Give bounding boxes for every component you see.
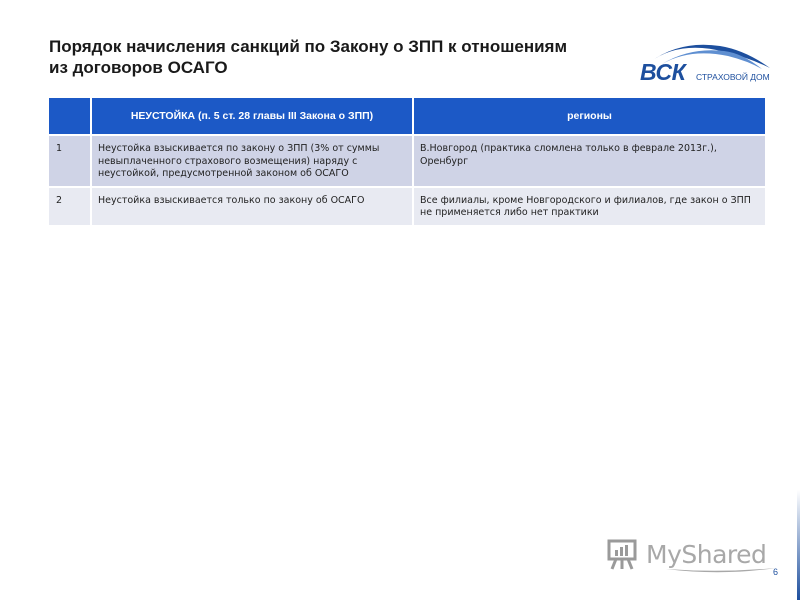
company-logo xyxy=(640,42,780,86)
swoosh-decoration xyxy=(666,566,779,577)
logo-tagline: СТРАХОВОЙ ДОМ xyxy=(696,72,770,82)
slide-title-line-2: из договоров ОСАГО xyxy=(49,58,228,77)
slide-title-line-1: Порядок начисления санкций по Закону о ЗПП к отношениям xyxy=(49,37,568,56)
regions-cell: В.Новгород (практика сломлена только в феврале 2013г.), Оренбург xyxy=(413,135,765,187)
regions-cell: Все филиалы, кроме Новгородского и филиалов, где закон о ЗПП не применяется либо нет практики xyxy=(413,187,765,225)
myshared-watermark xyxy=(606,536,779,577)
slide-title xyxy=(49,36,639,78)
table-header-row xyxy=(49,98,765,135)
penalty-cell: Неустойка взыскивается по закону о ЗПП (3% от суммы невыплаченного страхового возмещения) наряду с неустойкой, предусмотренной законом об ОСАГО xyxy=(91,135,413,187)
header-number xyxy=(49,98,91,135)
page-number: 6 xyxy=(773,567,779,577)
table-row xyxy=(49,135,765,187)
sanctions-table xyxy=(49,98,765,225)
watermark-text: MyShared xyxy=(646,540,767,569)
logo-brand: ВСК xyxy=(640,59,686,85)
penalty-cell: Неустойка взыскивается только по закону об ОСАГО xyxy=(91,187,413,225)
table-row xyxy=(49,187,765,225)
row-number: 1 xyxy=(49,135,91,187)
header-regions: регионы xyxy=(413,98,765,135)
row-number: 2 xyxy=(49,187,91,225)
presentation-board-icon xyxy=(606,538,640,570)
header-penalty: НЕУСТОЙКА (п. 5 ст. 28 главы III Закона о ЗПП) xyxy=(91,98,413,135)
